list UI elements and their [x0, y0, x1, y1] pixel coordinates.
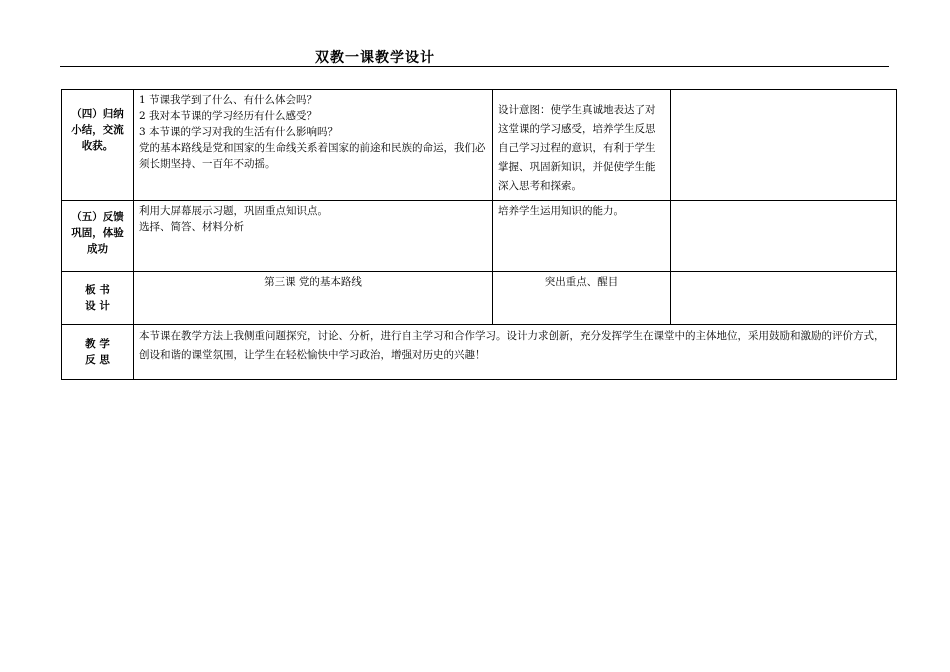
row-content-feedback	[134, 201, 493, 272]
reflection-heading-line-1: 教 学	[85, 338, 110, 350]
row-notes-summary	[671, 90, 897, 201]
title-underline	[60, 66, 889, 67]
table-row-summary	[62, 90, 897, 201]
row-design-summary: 设计意图：使学生真诚地表达了对这堂课的学习感受，培养学生反思自己学习过程的意识，有利于学生掌握、巩固新知识，并促使学生能深入思考和探索。	[493, 90, 671, 201]
question-2: 2 我对本节课的学习经历有什么感受？	[139, 110, 318, 122]
question-3: 3 本节课的学习对我的生活有什么影响吗？	[139, 126, 339, 138]
row-notes-feedback	[671, 201, 897, 272]
row-heading-reflection	[62, 325, 134, 380]
table-row-feedback	[62, 201, 897, 272]
table-row-reflection	[62, 325, 897, 380]
page-title: 双教一课教学设计	[315, 50, 435, 66]
board-heading-line-1: 板 书	[85, 284, 110, 296]
row-heading-summary: （四）归纳小结，交流收获。	[62, 90, 134, 201]
row-content-reflection: 本节课在教学方法上我侧重问题探究，讨论、分析，进行自主学习和合作学习。设计力求创新，充分发挥学生在课堂中的主体地位，采用鼓励和激励的评价方式，创设和谐的课堂氛围，让学生在轻松愉快中学习政治，增强对历史的兴趣！	[134, 325, 897, 380]
summary-statement: 党的基本路线是党和国家的生命线关系着国家的前途和民族的命运，我们必须长期坚持、一百年不动摇。	[139, 142, 486, 170]
board-heading-line-2: 设 计	[85, 300, 110, 312]
row-design-board: 突出重点、醒目	[493, 272, 671, 325]
feedback-line-1: 利用大屏幕展示习题，巩固重点知识点。	[139, 205, 328, 217]
row-content-summary	[134, 90, 493, 201]
row-heading-board	[62, 272, 134, 325]
reflection-heading-line-2: 反 思	[85, 354, 110, 366]
row-heading-feedback: （五）反馈巩固，体验成功	[62, 201, 134, 272]
question-1: 1 节课我学到了什么、有什么体会吗？	[139, 94, 318, 106]
lesson-plan-table	[61, 89, 897, 380]
row-notes-board	[671, 272, 897, 325]
row-design-feedback: 培养学生运用知识的能力。	[493, 201, 671, 272]
row-content-board: 第三课 党的基本路线	[134, 272, 493, 325]
table-row-board	[62, 272, 897, 325]
feedback-line-2: 选择、简答、材料分析	[139, 221, 244, 233]
